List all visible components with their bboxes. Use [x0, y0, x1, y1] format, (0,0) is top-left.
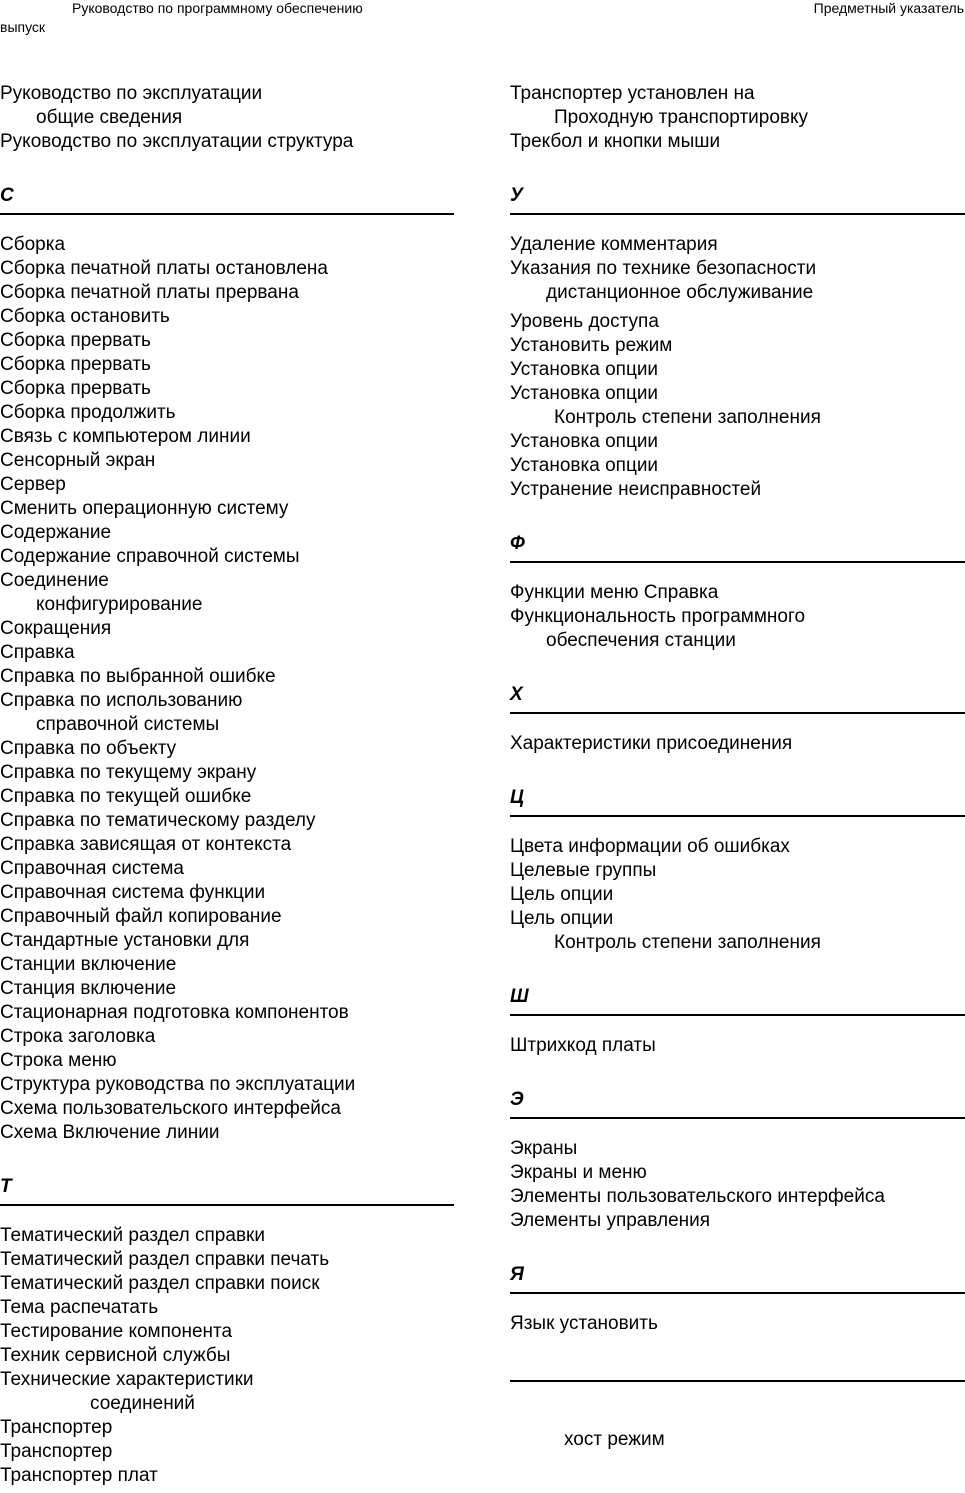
- letter-heading-h: Х: [510, 683, 965, 714]
- index-subentry: соединений: [90, 1393, 195, 1414]
- index-entry: Элементы управления: [510, 1210, 711, 1231]
- index-subentry: общие сведения: [36, 107, 183, 128]
- index-entry: Функциональность программного: [510, 606, 806, 627]
- index-entry: Связь с компьютером линии: [0, 426, 251, 447]
- index-entry: Установка опции: [510, 383, 659, 404]
- letter-heading-ts: Ц: [510, 786, 965, 817]
- index-entry: Соединение: [0, 570, 109, 591]
- index-entry: Функции меню Справка: [510, 582, 719, 603]
- index-column-left: [0, 82, 454, 1488]
- index-subentry: обеспечения станции: [546, 630, 736, 651]
- index-entry: Цель опции: [510, 908, 614, 929]
- index-entry: Содержание: [0, 522, 112, 543]
- index-entry: Стандартные установки для: [0, 930, 250, 951]
- index-entry: Установить режим: [510, 335, 673, 356]
- index-column-right: [510, 82, 965, 1452]
- index-entry: Станция включение: [0, 978, 177, 999]
- index-entry: Сборка продолжить: [0, 402, 176, 423]
- index-entry: Сборка прервать: [0, 354, 151, 375]
- index-entry: Тестирование компонента: [0, 1321, 233, 1342]
- index-entry: Тематический раздел справки: [0, 1225, 265, 1246]
- index-entry: Характеристики присоединения: [510, 733, 793, 754]
- section-title: Предметный указатель: [813, 0, 964, 16]
- index-entry: Руководство по эксплуатации структура: [0, 131, 354, 152]
- index-entry: Сборка остановить: [0, 306, 170, 327]
- index-entry: Технические характеристики: [0, 1369, 254, 1390]
- index-entry: Справка по объекту: [0, 738, 177, 759]
- index-entry: Стационарная подготовка компонентов: [0, 1002, 349, 1023]
- index-entry: Сокращения: [0, 618, 112, 639]
- index-entry: Сенсорный экран: [0, 450, 156, 471]
- index-entry: Тематический раздел справки поиск: [0, 1273, 320, 1294]
- index-entry: Транспортер: [0, 1441, 113, 1462]
- index-entry: Справка по использованию: [0, 690, 243, 711]
- index-entry: Штрихкод платы: [510, 1035, 656, 1056]
- index-entry: Цель опции: [510, 884, 614, 905]
- index-entry: Язык установить: [510, 1313, 658, 1334]
- index-entry: Руководство по эксплуатации: [0, 83, 263, 104]
- document-title: Руководство по программному обеспечению: [72, 0, 363, 16]
- index-entry: Схема пользовательского интерфейса: [0, 1098, 341, 1119]
- index-entry: Тема распечатать: [0, 1297, 159, 1318]
- index-entry: Указания по технике безопасности: [510, 258, 817, 279]
- index-entry: Сборка: [0, 234, 66, 255]
- index-entry: Установка опции: [510, 455, 659, 476]
- letter-heading-sh: Ш: [510, 985, 965, 1016]
- index-entry: Транспортер: [0, 1417, 113, 1438]
- index-entry: Станции включение: [0, 954, 177, 975]
- index-entry: Справка зависящая от контекста: [0, 834, 292, 855]
- letter-heading-s: С: [0, 184, 454, 215]
- document-edition: выпуск: [0, 19, 46, 35]
- index-entry: Техник сервисной службы: [0, 1345, 231, 1366]
- index-entry: Сборка печатной платы прервана: [0, 282, 299, 303]
- index-entry: Уровень доступа: [510, 311, 659, 332]
- index-entry: Содержание справочной системы: [0, 546, 300, 567]
- index-entry: Трекбол и кнопки мыши: [510, 131, 721, 152]
- index-entry: Сервер: [0, 474, 66, 495]
- index-entry: Справка по текущей ошибке: [0, 786, 252, 807]
- index-entry: Тематический раздел справки печать: [0, 1249, 330, 1270]
- index-entry: Справка по выбранной ошибке: [0, 666, 276, 687]
- index-entry: Установка опции: [510, 359, 659, 380]
- index-entry: Структура руководства по эксплуатации: [0, 1074, 356, 1095]
- index-entry: Сменить операционную систему: [0, 498, 289, 519]
- index-subentry: справочной системы: [36, 714, 220, 735]
- index-entry: Строка заголовка: [0, 1026, 156, 1047]
- index-entry: Экраны и меню: [510, 1162, 647, 1183]
- index-entry: Сборка прервать: [0, 378, 151, 399]
- index-entry: Справка по текущему экрану: [0, 762, 257, 783]
- index-entry: Цвета информации об ошибках: [510, 836, 790, 857]
- index-entry: Устранение неисправностей: [510, 479, 762, 500]
- index-subentry: Контроль степени заполнения: [554, 407, 821, 428]
- letter-heading-t: Т: [0, 1175, 454, 1206]
- index-entry: Сборка печатной платы остановлена: [0, 258, 328, 279]
- index-entry: Строка меню: [0, 1050, 117, 1071]
- index-subentry: конфигурирование: [36, 594, 203, 615]
- index-entry: Установка опции: [510, 431, 659, 452]
- index-entry: Справочный файл копирование: [0, 906, 282, 927]
- index-subentry: Проходную транспортировку: [554, 107, 809, 128]
- index-entry: Сборка прервать: [0, 330, 151, 351]
- index-entry: Транспортер плат: [0, 1465, 158, 1486]
- index-entry: Справка по тематическому разделу: [0, 810, 316, 831]
- index-entry: Элементы пользовательского интерфейса: [510, 1186, 885, 1207]
- index-subentry: хост режим: [564, 1429, 665, 1450]
- index-entry: Справочная система функции: [0, 882, 266, 903]
- index-entry: Экраны: [510, 1138, 578, 1159]
- index-entry: Транспортер установлен на: [510, 83, 755, 104]
- letter-heading-f: Ф: [510, 532, 965, 563]
- index-entry: Справка: [0, 642, 75, 663]
- letter-heading-ya: Я: [510, 1263, 965, 1294]
- index-entry: Справочная система: [0, 858, 184, 879]
- index-entry: Целевые группы: [510, 860, 657, 881]
- index-entry: Удаление комментария: [510, 234, 718, 255]
- letter-heading-e: Э: [510, 1088, 965, 1119]
- letter-heading-u: У: [510, 184, 965, 215]
- index-subentry: дистанционное обслуживание: [546, 282, 814, 303]
- index-entry: Схема Включение линии: [0, 1122, 220, 1143]
- index-subentry: Контроль степени заполнения: [554, 932, 821, 953]
